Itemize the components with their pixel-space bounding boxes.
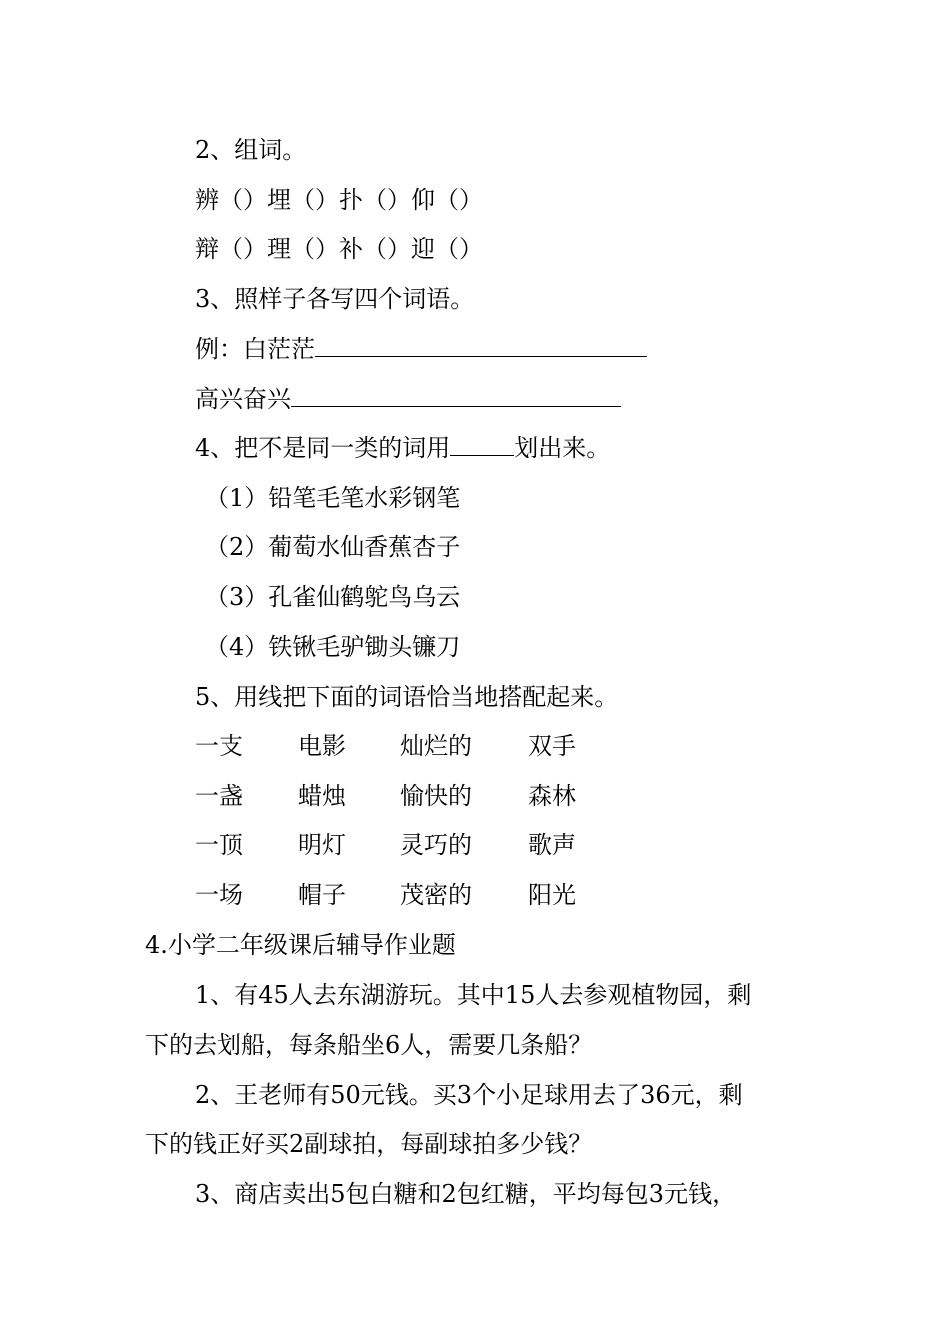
list-item: （1）铅笔毛笔水彩钢笔 bbox=[205, 484, 461, 512]
example-word-2: 高兴奋兴 bbox=[195, 385, 291, 413]
match-word: 阳光 bbox=[528, 881, 576, 909]
question-2-line-2: 下的钱正好买2副球拍，每副球拍多少钱？ bbox=[145, 1130, 593, 1158]
section-4-title-before: 4、把不是同一类的词用 bbox=[195, 434, 451, 462]
list-item: （4）铁锹毛驴锄头镰刀 bbox=[205, 633, 461, 661]
section-2-row-2: 辩（）理（）补（）迎（） bbox=[195, 235, 483, 263]
underline-sample bbox=[450, 433, 514, 456]
match-row bbox=[0, 880, 950, 910]
match-word: 一支 bbox=[195, 732, 243, 760]
match-row bbox=[0, 781, 950, 811]
match-word: 帽子 bbox=[298, 881, 346, 909]
section-5-title: 5、用线把下面的词语恰当地搭配起来。 bbox=[195, 683, 619, 711]
match-word: 一盏 bbox=[195, 782, 243, 810]
answer-blank bbox=[315, 334, 647, 357]
answer-blank-2 bbox=[291, 384, 621, 407]
question-2-line-1: 2、王老师有50元钱。买3个小足球用去了36元，剩 bbox=[195, 1081, 743, 1109]
match-word: 一场 bbox=[195, 881, 243, 909]
match-word: 灵巧的 bbox=[400, 831, 472, 859]
list-item: （3）孔雀仙鹤鸵鸟乌云 bbox=[205, 583, 461, 611]
list-item: （2）葡萄水仙香蕉杏子 bbox=[205, 533, 461, 561]
section-4-title bbox=[195, 433, 610, 463]
section-4-title-after: 划出来。 bbox=[514, 434, 611, 462]
match-word: 森林 bbox=[528, 782, 576, 810]
match-word: 歌声 bbox=[528, 831, 576, 859]
match-word: 双手 bbox=[528, 732, 576, 760]
section-heading: 4.小学二年级课后辅导作业题 bbox=[145, 931, 456, 959]
section-3-title: 3、照样子各写四个词语。 bbox=[195, 285, 475, 313]
section-3-example-2 bbox=[195, 384, 621, 414]
section-2-title: 2、组词。 bbox=[195, 136, 307, 164]
match-word: 茂密的 bbox=[400, 881, 472, 909]
section-2-row-1: 辨（）埋（）扑（）仰（） bbox=[195, 186, 483, 214]
match-word: 愉快的 bbox=[400, 782, 472, 810]
match-word: 蜡烛 bbox=[298, 782, 346, 810]
match-word: 明灯 bbox=[298, 831, 346, 859]
match-word: 一顶 bbox=[195, 831, 243, 859]
question-1-line-2: 下的去划船，每条船坐6人，需要几条船？ bbox=[145, 1031, 593, 1059]
question-3-line-1: 3、商店卖出5包白糖和2包红糖，平均每包3元钱， bbox=[195, 1180, 737, 1208]
question-1-line-1: 1、有45人去东湖游玩。其中15人去参观植物园，剩 bbox=[195, 981, 752, 1009]
section-3-example bbox=[195, 334, 647, 364]
match-row bbox=[0, 830, 950, 860]
match-word: 电影 bbox=[298, 732, 346, 760]
match-word: 灿烂的 bbox=[400, 732, 472, 760]
match-row bbox=[0, 731, 950, 761]
example-word: 例：白茫茫 bbox=[195, 335, 315, 363]
